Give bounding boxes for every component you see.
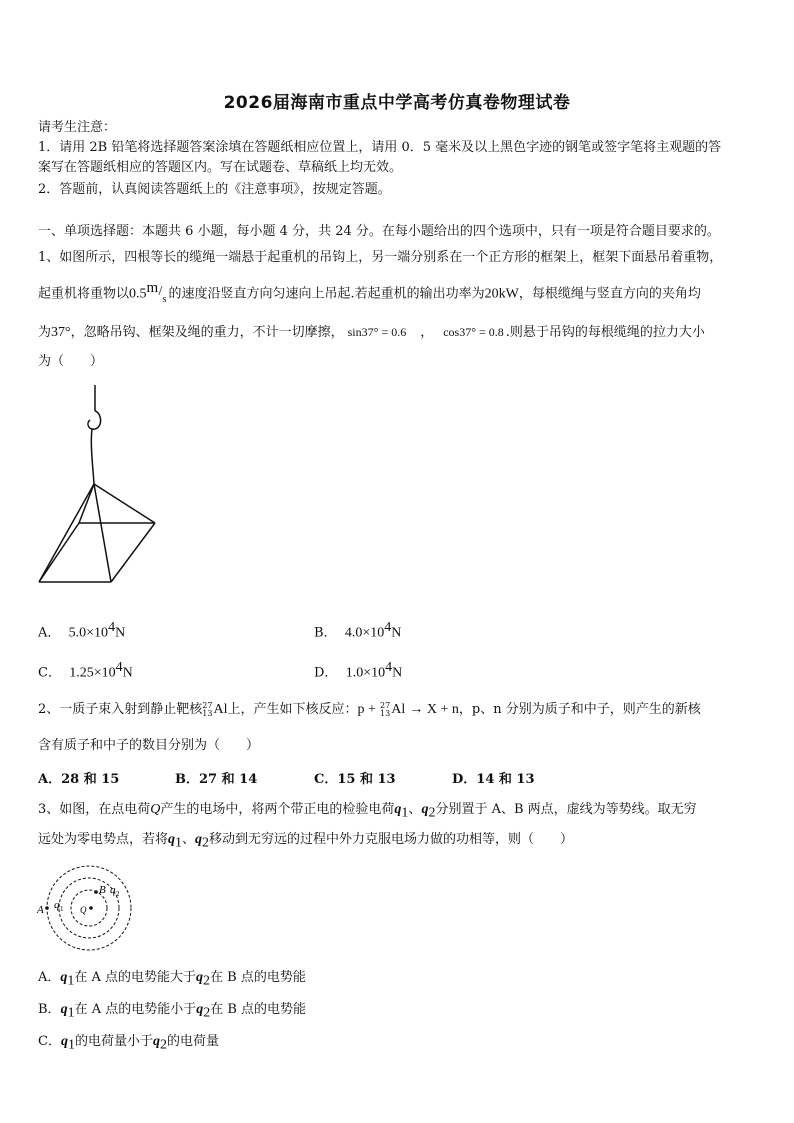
q2-line-1: 2、一质子束入射到静止靶核27 13Al上，产生如下核反应：p + 27 13Al → X + n，p、n 分别为质子和中子，则产生的新核 [38, 700, 701, 718]
label-q2-q: q [110, 884, 116, 896]
q2-line-2: 含有质子和中子的数目分别为（ ） [38, 738, 260, 753]
point-A [45, 906, 49, 910]
label-A: A [37, 904, 44, 916]
q3-option-a[interactable]: A．$q_1$在 A 点的电势能大于$q_2$在 B 点的电势能 [38, 970, 306, 989]
q1-option-b[interactable]: B． $4.0\times 10^4N$ [314, 620, 402, 641]
label-q1-sub: 1 [60, 905, 64, 913]
q3-option-b[interactable]: B．$q_1$在 A 点的电势能小于$q_2$在 B 点的电势能 [38, 1002, 307, 1021]
notice-heading: 请考生注意： [38, 120, 117, 135]
q1-line-3: 为37°，忽略吊钩、框架及绳的重力，不计一切摩擦， sin37° = 0.6 ， cos37° = 0.8 .则悬于吊钩的每根缆绳的拉力大小 [38, 325, 705, 340]
q1-line-4: 为（ ） [38, 354, 104, 369]
charge-Q-point [89, 906, 93, 910]
q1-line-1: 1、如图所示，四根等长的缆绳一端悬于起重机的吊钩上，另一端分别系在一个正方形的框架上，框架下面悬吊着重物， [38, 250, 723, 265]
q2-option-b[interactable]: B．27 和 14 [175, 772, 258, 787]
q3-option-c[interactable]: C．$q_1$的电荷量小于$q_2$的电荷量 [38, 1034, 219, 1053]
q3-line-1: 3、如图，在点电荷Q产生的电场中，将两个带正电的检验电荷$q_1$、$q_2$分别置于 A、B 两点，虚线为等势线。取无穷 [38, 802, 697, 821]
q2-option-a[interactable]: A．28 和 15 [38, 772, 120, 787]
notice-item-1-line-2: 案写在答题纸相应的答题区内。写在试题卷、草稿纸上均无效。 [38, 160, 403, 175]
point-B [94, 890, 98, 894]
label-B: B [99, 884, 106, 896]
crane-hook-frame-figure [34, 385, 164, 590]
equipotential-lines-figure [34, 864, 144, 954]
notice-item-1-line-1: 1．请用 2B 铅笔将选择题答案涂填在答题纸相应位置上，请用 0．5 毫米及以上黑色字迹的钢笔或签字笔将主观题的答 [38, 140, 722, 155]
q1-option-d[interactable]: D． $1.0\times 10^4N$ [314, 660, 403, 681]
q2-option-d[interactable]: D．14 和 13 [452, 772, 535, 787]
q1-line-2: 起重机将重物以0.5 m / s 的速度沿竖直方向匀速向上吊起.若起重机的输出功率为20kW，每根缆绳与竖直方向的夹角均 [38, 280, 701, 305]
q3-line-2: 远处为零电势点，若将$q_1$、$q_2$移动到无穷远的过程中外力克服电场力做的功相等，则（ ） [38, 832, 574, 851]
q1-option-a[interactable]: A． $5.0\times 10^4N$ [38, 620, 126, 641]
q2-option-c[interactable]: C．15 和 13 [314, 772, 396, 787]
label-q1-q: q [54, 899, 60, 911]
page-title: 2026届海南市重点中学高考仿真卷物理试卷 [223, 93, 571, 113]
label-Q: Q [80, 905, 87, 915]
q1-option-c[interactable]: C． $1.25\times 10^4N$ [38, 660, 133, 681]
label-q2-sub: 2 [116, 890, 120, 898]
notice-item-2: 2．答题前，认真阅读答题纸上的《注意事项》，按规定答题。 [38, 182, 391, 197]
section-header: 一、单项选择题：本题共 6 小题，每小题 4 分，共 24 分。在每小题给出的四个选项中，只有一项是符合题目要求的。 [38, 224, 720, 239]
